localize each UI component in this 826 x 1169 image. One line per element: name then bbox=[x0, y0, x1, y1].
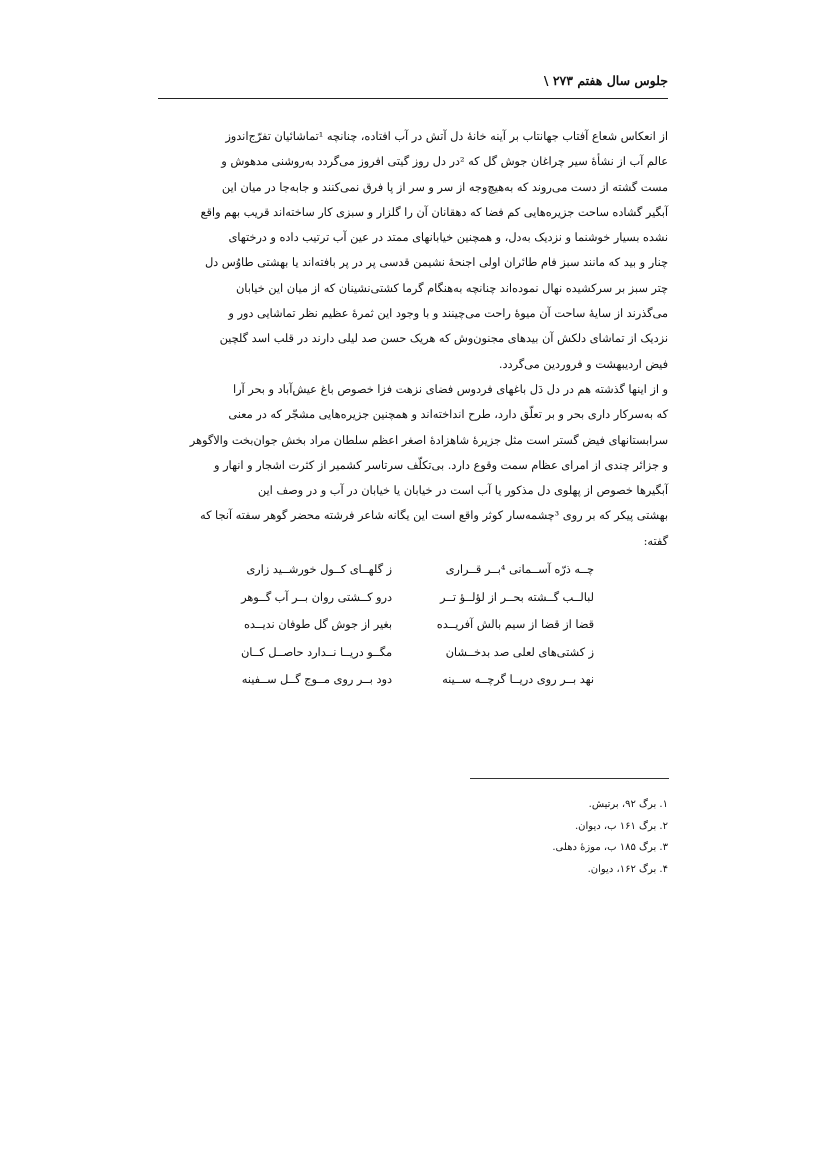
running-head: جلوس سال هفتم ‎\ ۲۷۳ bbox=[158, 68, 668, 99]
poem-hemistich-first: لبالــب گــشته بحــر از لؤلــؤ تــر bbox=[440, 590, 594, 604]
footnotes bbox=[400, 794, 668, 880]
poem-hemistich-second: درو کــشتی روان بــر آب گــوهر bbox=[241, 590, 392, 604]
page-content bbox=[158, 68, 668, 694]
poem-couplet bbox=[158, 639, 668, 667]
poem-hemistich-second: دود بــر روی مــوج گــل ســفینه bbox=[241, 673, 392, 687]
poem-couplet bbox=[158, 666, 668, 694]
paragraph-2: و از اینها گذشته هم در دل دَل باغهای فردوس فضای نزهت فزا خصوص باغ عیش‌آباد و بحر آرا که به‌سرکار داری بحر و بر تعلّق دارد، طرح انداخته‌اند و همچنین جزیره‌هایی مشجّر که در معنی سرابستانهای فیض گستر است مثل جزیرهٔ شاهزادهٔ اصغر اعظم سلطان مراد بخش جوان‌بخت والاگوهر و جزائر چندی از امرای عظام سمت وقوع دارد. بی‌تکلّف سرتاسر کشمیر از کثرت اشجار و انهار و آبگیرها خصوص از پهلوی دل مذکور یا آب است در خیابان یا خیابان در آب و در وصف این بهشتی پیکر که بر روی ³چشمه‌سار کوثر واقع است این یگانه شاعر فرشته محضر گوهر سفته آنجا که گفته: bbox=[189, 382, 668, 548]
poem-couplet bbox=[158, 584, 668, 612]
footnote-separator bbox=[470, 778, 669, 779]
poem-hemistich-first: چــه ذرّه آســمانی ⁴بــر قــراری bbox=[445, 563, 594, 577]
footnote: ۳. برگ ۱۸۵ ب، موزهٔ دهلی. bbox=[552, 842, 668, 853]
body-text bbox=[158, 124, 668, 554]
poem-hemistich-first: قضا از قضا از سیم بالش آفریــده bbox=[436, 618, 594, 632]
poem-hemistich-first: ز کشتی‌های لعلی صد بدخــشان bbox=[445, 645, 594, 659]
poem-couplet bbox=[158, 556, 668, 584]
poem-couplet bbox=[158, 611, 668, 639]
poem bbox=[158, 556, 668, 694]
footnote: ۴. برگ ۱۶۲، دیوان. bbox=[587, 863, 668, 875]
poem-hemistich-second: مگــو دریــا نــدارد حاصــل کــان bbox=[240, 645, 392, 659]
poem-hemistich-first: نهد بــر روی دریــا گرچــه ســینه bbox=[442, 673, 594, 687]
paragraph-1: از انعکاس شعاع آفتاب جهانتاب بر آینه خانهٔ دل آتش در آب افتاده، چنانچه ¹تماشائیان تفرّج‌اندوز عالم آب از نشأهٔ سیر چراغان جوش گل که ²در دل روز گیتی افروز می‌گردد به‌روشنی مدهوش و مست گشته از دست می‌روند که به‌هیچ‌وجه از سر و سر از پا فرق نمی‌کنند و جابه‌جا در میان این آبگیر گشاده ساحت جزیره‌هایی کم فضا که دهقانان آن را گلزار و سبزی کار ساخته‌اند قریب بهم واقع نشده بسیار خوشنما و نزدیک به‌دل، و همچنین خیابانهای ممتد در عین آب ترتیب داده و درختهای چنار و بید که مانند سبز فام طائران اولی اجنحهٔ نشیمن قدسی پر در پر بافته‌اند یا بهشتی طاوُس دل چتر سبز بر سرکشیده نهال نموده‌اند چنانچه به‌هنگام گرما کشتی‌نشینان که از میان این خیابان می‌گذرند از سایهٔ ساحت آن میوهٔ راحت می‌چینند و با وجود این ثمرهٔ عظیم نظر تماشایی دور و نزدیک از تماشای دلکش آن بیدهای مجنون‌وش که هریک حسن صد لیلی دارند در قلب اسد گلچین فیض اردیبهشت و فروردین می‌گردد. bbox=[200, 130, 668, 371]
footnote: ۱. برگ ۹۲، برتیش. bbox=[588, 799, 668, 810]
footnote: ۲. برگ ۱۶۱ ب، دیوان. bbox=[575, 820, 668, 832]
poem-hemistich-second: ز گلهــای کــول خورشــید زاری bbox=[246, 563, 392, 577]
poem-hemistich-second: بغیر از جوش گل طوفان ندیــده bbox=[244, 618, 392, 632]
